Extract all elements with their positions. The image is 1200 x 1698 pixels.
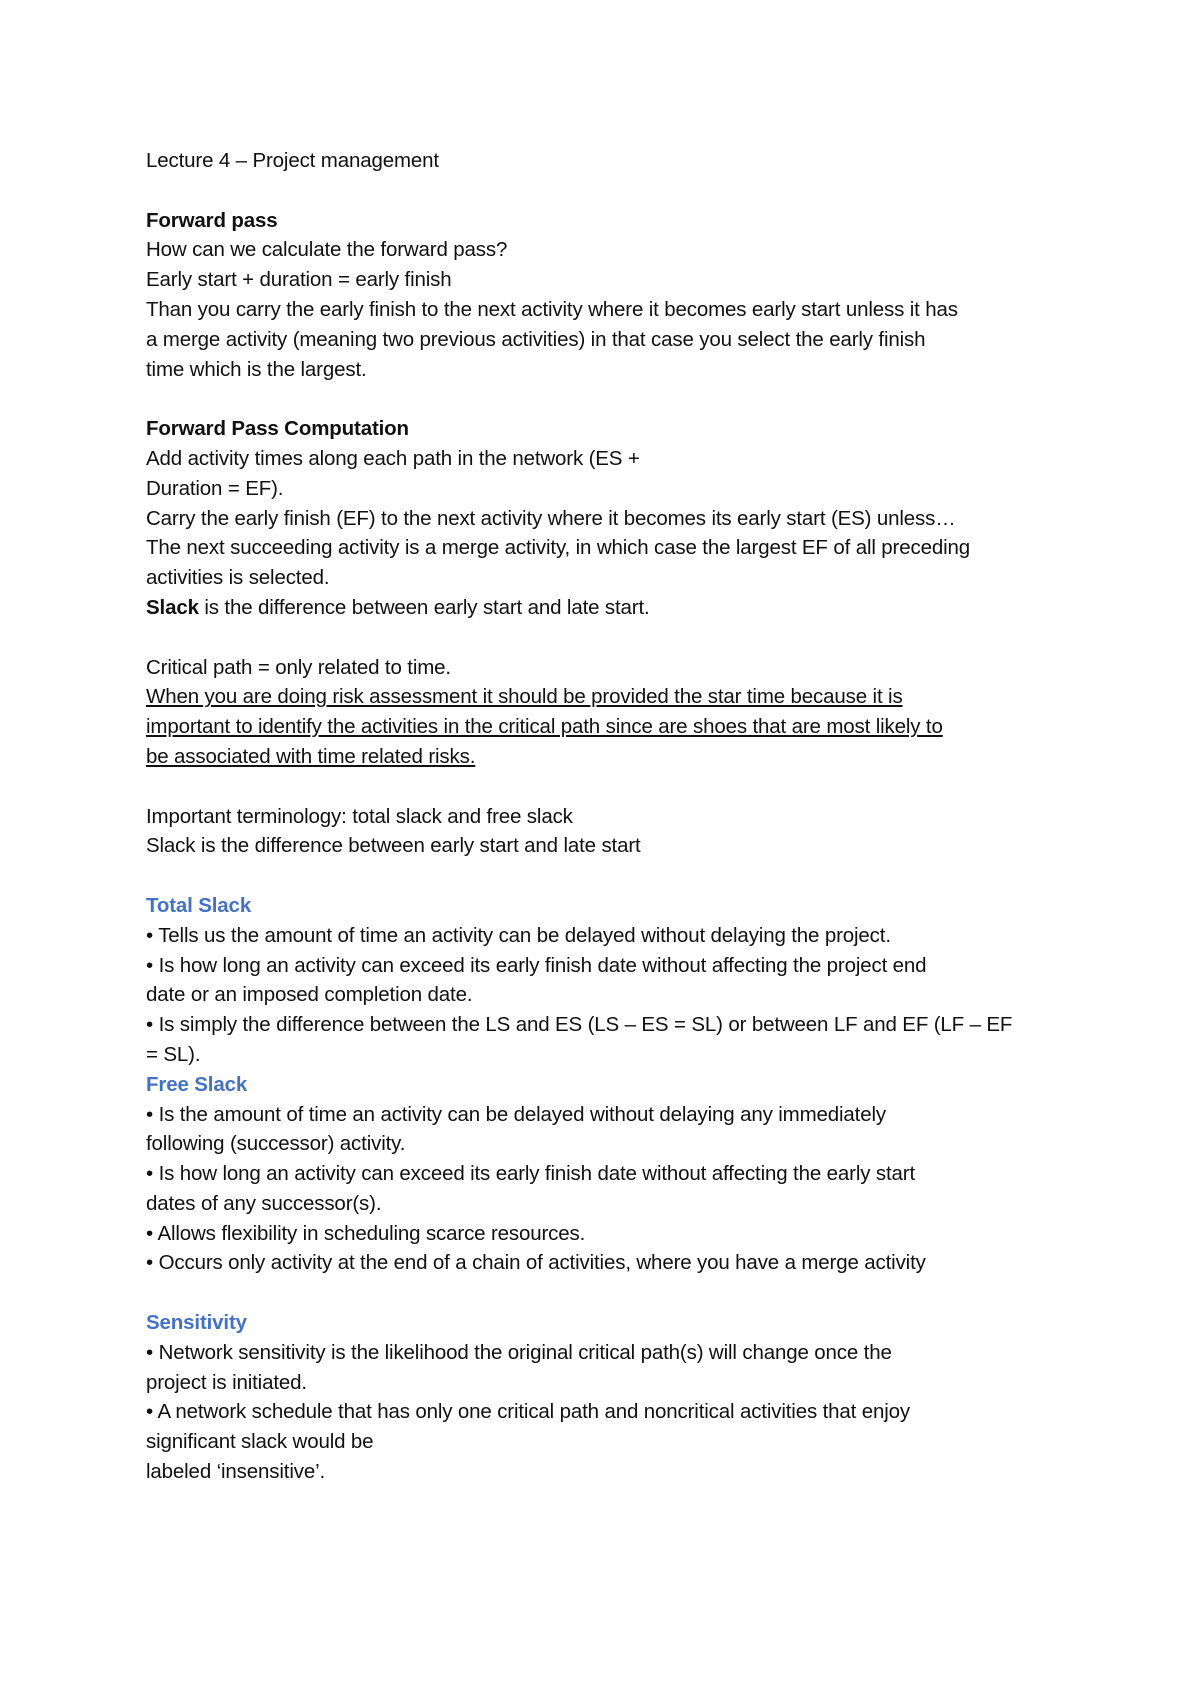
terminology-line: Slack is the difference between early start and late start: [146, 834, 641, 858]
free-slack-bullet: • Occurs only activity at the end of a chain of activities, where you have a merge activity: [146, 1251, 926, 1275]
computation-line: Carry the early finish (EF) to the next activity where it becomes its early start (ES) unless…: [146, 506, 956, 530]
forward-pass-line: How can we calculate the forward pass?: [146, 238, 508, 262]
free-slack-heading: Free Slack: [146, 1072, 248, 1096]
slack-definition-text: is the difference between early start and late start.: [198, 595, 650, 619]
document-title: Lecture 4 – Project management: [146, 149, 439, 172]
computation-line: Add activity times along each path in the network (ES +: [146, 446, 640, 470]
critical-path-line: Critical path = only related to time.: [146, 655, 451, 679]
total-slack-heading: Total Slack: [146, 893, 252, 917]
sensitivity-bullet: significant slack would be: [146, 1430, 374, 1454]
total-slack-bullet: • Is how long an activity can exceed its early finish date without affecting the project end: [146, 953, 927, 977]
free-slack-bullet: dates of any successor(s).: [146, 1191, 382, 1215]
sensitivity-bullet: labeled ‘insensitive’.: [146, 1460, 326, 1484]
forward-pass-line: Early start + duration = early finish: [146, 268, 452, 292]
sensitivity-bullet: project is initiated.: [146, 1370, 307, 1394]
total-slack-bullet: = SL).: [146, 1042, 201, 1066]
critical-path-note: important to identify the activities in the critical path since are shoes that are most likely to: [146, 715, 943, 739]
spacer: [146, 623, 1066, 653]
critical-path-note: When you are doing risk assessment it should be provided the star time because it is: [146, 685, 903, 709]
terminology-line: Important terminology: total slack and free slack: [146, 804, 573, 828]
spacer: [146, 772, 1066, 802]
free-slack-bullet: • Is how long an activity can exceed its early finish date without affecting the early start: [146, 1162, 915, 1186]
total-slack-bullet: • Is simply the difference between the LS and ES (LS – ES = SL) or between LF and EF (LF – EF: [146, 1013, 1013, 1037]
free-slack-bullet: • Is the amount of time an activity can be delayed without delaying any immediately: [146, 1102, 886, 1126]
computation-line: Duration = EF).: [146, 476, 284, 500]
spacer: [146, 1278, 1066, 1308]
forward-pass-line: a merge activity (meaning two previous activities) in that case you select the early finish: [146, 327, 926, 351]
spacer: [146, 861, 1066, 891]
spacer: [146, 384, 1066, 414]
total-slack-bullet: • Tells us the amount of time an activity can be delayed without delaying the project.: [146, 923, 891, 947]
slack-term: Slack: [146, 595, 199, 619]
document-page: [146, 146, 1066, 1487]
slack-definition-line: [146, 593, 1066, 623]
free-slack-bullet: following (successor) activity.: [146, 1132, 406, 1156]
forward-pass-line: time which is the largest.: [146, 357, 367, 381]
total-slack-bullet: date or an imposed completion date.: [146, 983, 473, 1007]
sensitivity-bullet: • Network sensitivity is the likelihood the original critical path(s) will change once the: [146, 1340, 892, 1364]
free-slack-bullet: • Allows flexibility in scheduling scarce resources.: [146, 1221, 586, 1245]
sensitivity-bullet: • A network schedule that has only one critical path and noncritical activities that enjoy: [146, 1400, 911, 1424]
forward-pass-line: Than you carry the early finish to the next activity where it becomes early start unless it has: [146, 297, 958, 321]
sensitivity-heading: Sensitivity: [146, 1311, 247, 1335]
spacer: [146, 176, 1066, 206]
computation-line: activities is selected.: [146, 566, 330, 590]
critical-path-note: be associated with time related risks.: [146, 744, 476, 768]
forward-pass-heading: Forward pass: [146, 208, 278, 232]
forward-pass-computation-heading: Forward Pass Computation: [146, 417, 409, 441]
computation-line: The next succeeding activity is a merge activity, in which case the largest EF of all preceding: [146, 536, 970, 560]
